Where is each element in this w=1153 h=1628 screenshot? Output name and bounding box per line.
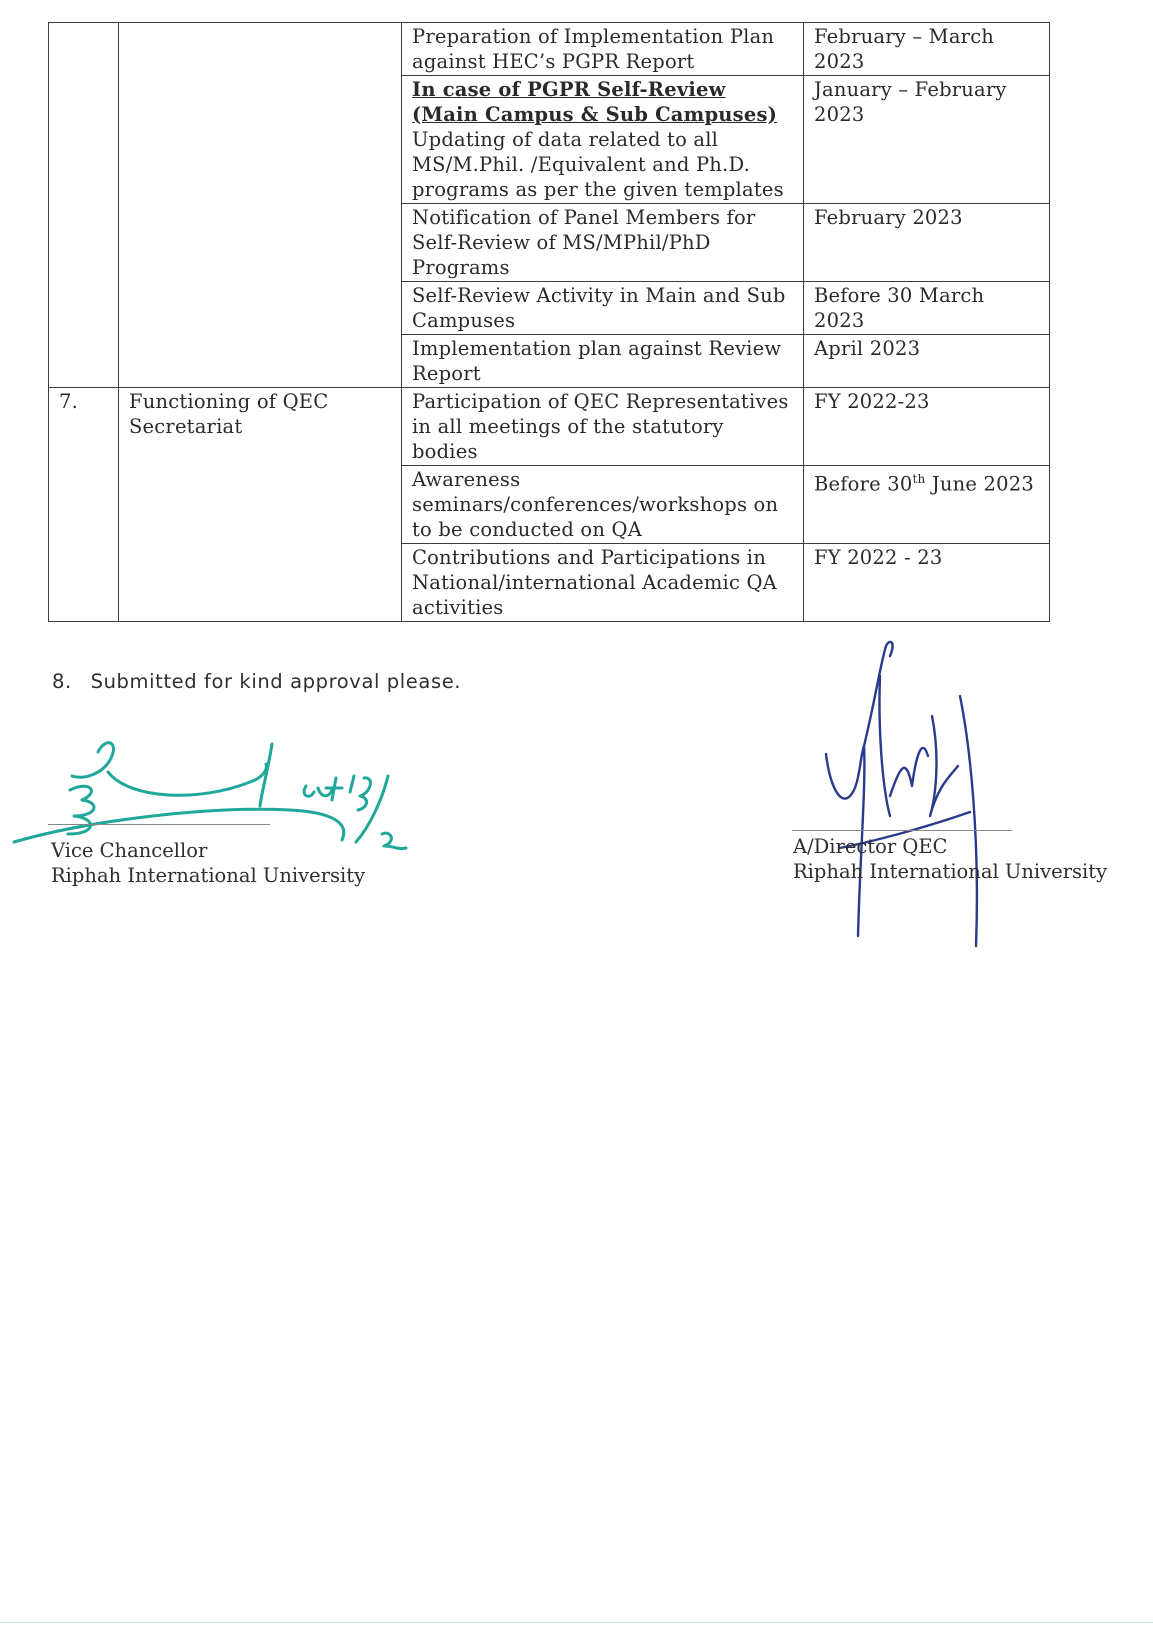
signatory-title: A/Director QEC [793,835,948,858]
focus-area-cell [119,23,402,388]
signatory-org: Riphah International University [793,860,1108,883]
activity-cell: Notification of Panel Members for Self-Review of MS/MPhil/PhD Programs [402,204,804,282]
activity-heading: In case of PGPR Self-Review (Main Campus & Sub Campuses) [412,78,778,126]
activity-cell: Self-Review Activity in Main and Sub Campuses [402,282,804,335]
focus-area-cell: Functioning of QEC Secretariat [119,388,402,622]
timeline-cell: FY 2022-23 [804,388,1050,466]
signatory-title: Vice Chancellor [51,839,208,862]
paragraph-number: 8. [52,670,72,693]
implementation-table [48,22,1050,622]
right-signatory [793,834,1107,884]
timeline-text: June 2023 [925,472,1034,496]
signatory-org: Riphah International University [51,864,366,887]
table-row [49,388,1050,466]
activity-cell: Contributions and Participations in National/international Academic QA activities [402,544,804,622]
page-bottom-edge [0,1622,1153,1623]
timeline-cell [804,466,1050,544]
timeline-cell: Before 30 March 2023 [804,282,1050,335]
closing-paragraph [52,670,461,693]
signature-note: oct 19/22 [34,730,39,731]
activity-cell: Preparation of Implementation Plan against HEC’s PGPR Report [402,23,804,76]
table-row [49,23,1050,76]
timeline-cell: February 2023 [804,204,1050,282]
closing-text: Submitted for kind approval please. [90,670,462,693]
signature-line [48,824,270,825]
director-signature [820,636,1020,956]
item-number-cell [49,23,119,388]
timeline-text: Before 30 [814,472,913,496]
signature-line [792,830,1012,831]
activity-cell [402,76,804,204]
activity-cell: Participation of QEC Representatives in all meetings of the statutory bodies [402,388,804,466]
activity-cell: Awareness seminars/conferences/workshops on to be conducted on QA [402,466,804,544]
timeline-superscript: th [912,472,926,486]
timeline-cell: January – February 2023 [804,76,1050,204]
timeline-cell: February – March 2023 [804,23,1050,76]
item-number-cell: 7. [49,388,119,622]
timeline-cell: April 2023 [804,335,1050,388]
activity-text: Updating of data related to all MS/M.Phil. /Equivalent and Ph.D. programs as per the given templates [412,128,784,201]
left-signatory [51,838,365,888]
timeline-cell: FY 2022 - 23 [804,544,1050,622]
activity-cell: Implementation plan against Review Report [402,335,804,388]
